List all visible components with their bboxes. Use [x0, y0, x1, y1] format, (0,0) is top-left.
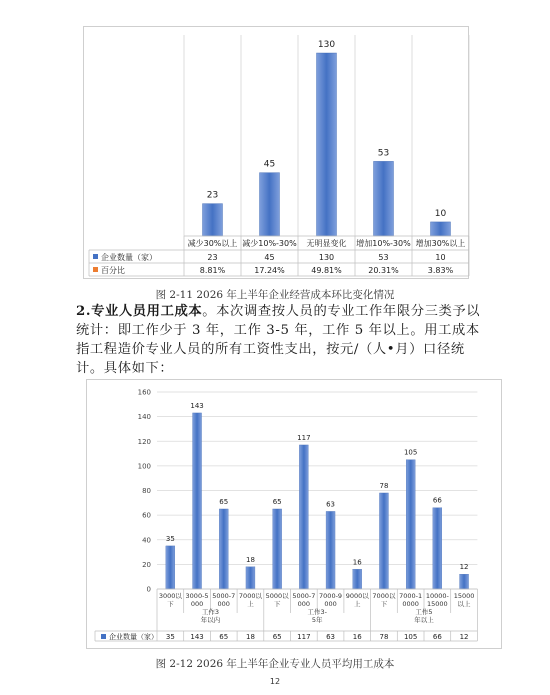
category-label-line1: 7000以 — [372, 592, 396, 600]
category-label-line2: 15000 — [427, 600, 448, 608]
category-label-line1: 7000-9 — [319, 592, 343, 600]
category-label-line1: 9000以 — [345, 592, 369, 600]
bar-1 — [193, 413, 202, 589]
table-cell-percent: 17.24% — [254, 266, 285, 275]
bar-data-label: 53 — [377, 148, 390, 159]
chart-expense-change — [83, 26, 469, 279]
table-cell-count: 65 — [272, 633, 282, 641]
bar-0 — [203, 204, 223, 236]
category-label-line1: 10000- — [425, 592, 449, 600]
bar-9 — [406, 460, 415, 589]
bar-data-label: 105 — [403, 448, 418, 457]
table-cell-percent: 49.81% — [311, 266, 342, 275]
category-label-line2: 以上 — [457, 600, 471, 608]
bar-6 — [326, 511, 335, 589]
bar-data-label: 117 — [297, 433, 311, 442]
bar-data-label: 23 — [206, 190, 219, 201]
y-tick-label: 160 — [137, 388, 151, 397]
page-number: 12 — [269, 677, 281, 686]
y-tick-label: 60 — [142, 511, 151, 520]
table-cell-count: 45 — [264, 253, 275, 262]
chart-labor-cost — [86, 379, 502, 649]
table-cell-count: 63 — [326, 633, 336, 641]
table-cell-count: 18 — [245, 633, 255, 641]
bar-data-label: 12 — [459, 563, 469, 572]
category-label: 减少10%-30% — [242, 239, 297, 248]
group-label-line2: 年以上 — [414, 616, 434, 624]
table-cell-count: 65 — [219, 633, 229, 641]
bar-data-label: 63 — [326, 500, 336, 509]
bar-data-label: 143 — [190, 401, 204, 410]
bar-4 — [273, 509, 282, 589]
table-cell-count: 16 — [352, 633, 362, 641]
legend-label-count: 企业数量（家） — [109, 633, 158, 641]
category-label-line1: 5000以 — [265, 592, 289, 600]
category-label-line1: 7000-1 — [399, 592, 423, 600]
category-label: 无明显变化 — [306, 239, 347, 248]
group-label-line2: 年以内 — [200, 616, 221, 624]
chart-labor-cost-svg — [87, 380, 503, 650]
table-cell-count: 23 — [207, 253, 218, 262]
bar-11 — [460, 574, 469, 589]
category-label-line1: 5000-7 — [212, 592, 236, 600]
legend-swatch-count — [101, 634, 106, 639]
legend-swatch-percent — [93, 267, 98, 272]
category-label-line1: 7000以 — [238, 592, 262, 600]
bar-data-label: 10 — [434, 208, 447, 219]
category-label: 增加10%-30% — [356, 239, 411, 248]
chart-expense-change-svg — [84, 27, 470, 280]
group-label-line1: 工作3 — [201, 608, 219, 616]
category-label-line1: 3000-5 — [185, 592, 209, 600]
table-cell-count: 105 — [403, 633, 418, 641]
table-cell-count: 66 — [432, 633, 442, 641]
y-tick-label: 120 — [137, 437, 151, 446]
category-label-line2: 下 — [380, 600, 388, 608]
legend-swatch-count — [93, 254, 98, 259]
figure-caption-2-11: 图 2-11 2026 年上半年企业经营成本环比变化情况 — [155, 289, 395, 301]
table-cell-count: 53 — [378, 253, 389, 262]
bar-10 — [433, 508, 442, 589]
section-heading: 2.专业人员用工成本 — [76, 304, 203, 319]
bar-3 — [246, 567, 255, 589]
legend-label-percent: 百分比 — [101, 266, 125, 275]
figure-caption-2-12: 图 2-12 2026 年上半年企业专业人员平均用工成本 — [155, 658, 395, 670]
bar-2 — [219, 509, 228, 589]
group-label-line1: 工作5 — [415, 608, 433, 616]
bar-data-label: 65 — [272, 497, 282, 506]
y-tick-label: 140 — [137, 413, 151, 422]
legend-label-count: 企业数量（家） — [101, 253, 157, 262]
category-label-line2: 下 — [273, 600, 281, 608]
category-label-line2: 上 — [354, 600, 361, 608]
y-tick-label: 0 — [146, 585, 151, 594]
table-cell-count: 12 — [459, 633, 469, 641]
bar-0 — [166, 546, 175, 589]
category-label-line2: 000 — [217, 600, 230, 608]
category-label-line1: 3000以 — [158, 592, 182, 600]
bar-data-label: 16 — [352, 558, 362, 567]
bar-data-label: 45 — [263, 159, 276, 170]
bar-data-label: 78 — [379, 481, 389, 490]
category-label-line1: 15000 — [453, 592, 475, 600]
bar-5 — [299, 445, 308, 589]
bar-7 — [353, 569, 362, 589]
y-tick-label: 20 — [142, 560, 151, 569]
category-label-line2: 下 — [167, 600, 174, 608]
category-label-line2: 000 — [190, 600, 204, 608]
group-label-line2: 5年 — [311, 616, 323, 624]
bar-data-label: 35 — [165, 534, 175, 543]
bar-2 — [317, 53, 337, 236]
bar-1 — [260, 173, 280, 236]
table-cell-percent: 20.31% — [368, 266, 399, 275]
table-cell-count: 78 — [379, 633, 389, 641]
paragraph-text: 。本次调查按人员的专业工作年限分三类予以统计：即工作少于 3 年，工作 3-5 年，工作 5 年以上。用工成本指工程造价专业人员的所有工资性支出，按元/（人•月）口径统计。具体如下： — [76, 304, 481, 376]
table-cell-percent: 3.83% — [427, 266, 454, 275]
y-tick-label: 40 — [142, 536, 151, 545]
bar-3 — [374, 161, 394, 236]
category-label: 增加30%以上 — [415, 239, 466, 248]
bar-data-label: 18 — [245, 555, 255, 564]
bar-4 — [431, 222, 451, 236]
category-label: 减少30%以上 — [187, 239, 238, 248]
table-cell-count: 130 — [318, 253, 335, 262]
group-label-line1: 工作3- — [307, 608, 327, 616]
bar-data-label: 65 — [219, 497, 229, 506]
body-paragraph — [76, 302, 488, 378]
bar-8 — [379, 493, 388, 589]
table-cell-count: 10 — [435, 253, 446, 262]
table-cell-percent: 8.81% — [199, 266, 226, 275]
y-tick-label: 100 — [137, 462, 151, 471]
bar-data-label: 130 — [317, 40, 336, 50]
category-label-line1: 5000-7 — [292, 592, 316, 600]
category-label-line2: 上 — [247, 600, 254, 608]
category-label-line2: 000 — [297, 600, 311, 608]
category-label-line2: 0000 — [402, 600, 419, 608]
bar-data-label: 66 — [432, 496, 442, 505]
table-cell-count: 117 — [297, 633, 311, 641]
table-cell-count: 143 — [190, 633, 204, 641]
category-label-line2: 000 — [324, 600, 337, 608]
y-tick-label: 80 — [142, 487, 151, 495]
table-cell-count: 35 — [165, 633, 175, 641]
